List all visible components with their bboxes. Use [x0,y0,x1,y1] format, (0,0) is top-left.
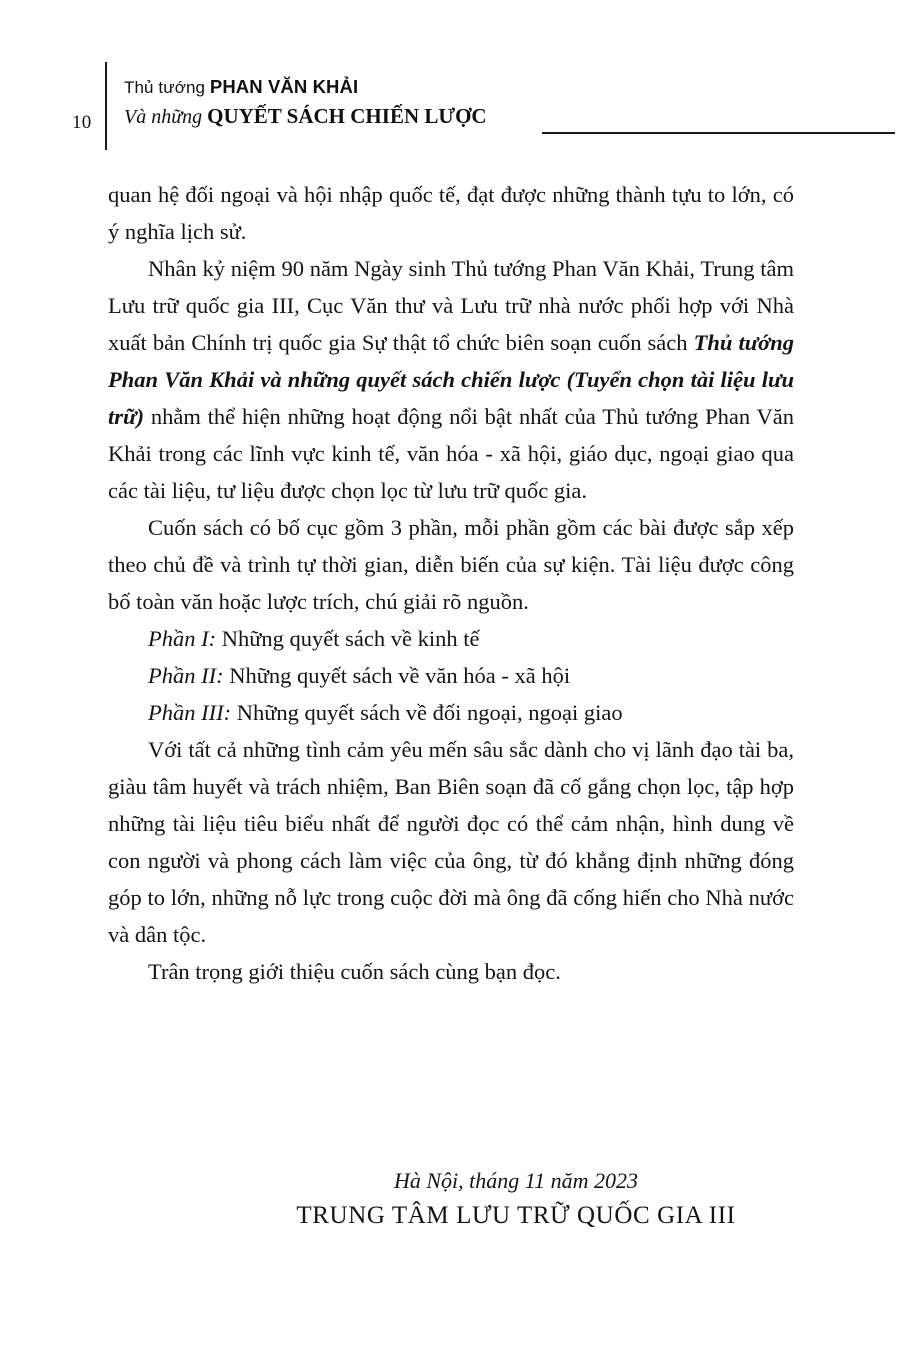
header-title-block [124,76,664,129]
part-line-3 [108,694,794,731]
part-line-1 [108,620,794,657]
part-2-text: Những quyết sách về văn hóa - xã hội [223,663,571,688]
part-3-text: Những quyết sách về đối ngoại, ngoại giao [231,700,623,725]
paragraph-2 [108,250,794,509]
body-text [108,176,794,990]
part-1-label: Phần I: [148,626,217,651]
header-title-line-2-main: QUYẾT SÁCH CHIẾN LƯỢC [207,104,487,128]
header-title-line-1-prefix: Thủ tướng [124,78,210,97]
paragraph-5: Trân trọng giới thiệu cuốn sách cùng bạn đọc. [148,959,561,984]
part-3-label: Phần III: [148,700,232,725]
page-number: 10 [72,112,92,133]
header-vertical-rule [105,62,107,150]
book-title: Thủ tướng Phan Văn Khải và những quyết sách chiến lược (Tuyển chọn tài liệu lưu trữ) [108,330,795,429]
signature-block [108,1168,794,1230]
paragraph-2-part-1: Nhân kỷ niệm 90 năm Ngày sinh Thủ tướng Phan Văn Khải, Trung tâm Lưu trữ quốc gia III, Cục Văn thư và Lưu trữ nhà nước phối hợp với Nhà xuất bản Chính trị quốc gia Sự thật tổ chức biên soạn cuốn sách [108,256,794,355]
signature-organization: TRUNG TÂM LƯU TRỮ QUỐC GIA III [296,1202,736,1229]
signature-date: Hà Nội, tháng 11 năm 2023 [393,1168,639,1193]
header-title-line-1-main: PHAN VĂN KHẢI [209,76,359,97]
page-header [72,62,832,152]
paragraph-4: Với tất cả những tình cảm yêu mến sâu sắc dành cho vị lãnh đạo tài ba, giàu tâm huyết và trách nhiệm, Ban Biên soạn đã cố gắng chọn lọc, tập hợp những tài liệu tiêu biểu nhất để người đọc có thể cảm nhận, hình dung về con người và phong cách làm việc của ông, từ đó khẳng định những đóng góp to lớn, những nỗ lực trong cuộc đời mà ông đã cống hiến cho Nhà nước và dân tộc. [108,737,794,947]
header-title-line-2-prefix: Và những [124,106,208,128]
paragraph-3: Cuốn sách có bố cục gồm 3 phần, mỗi phần gồm các bài được sắp xếp theo chủ đề và trình tự thời gian, diễn biến của sự kiện. Tài liệu được công bố toàn văn hoặc lược trích, chú giải rõ nguồn. [108,515,794,614]
paragraph-1: quan hệ đối ngoại và hội nhập quốc tế, đạt được những thành tựu to lớn, có ý nghĩa lịch sử. [108,182,794,244]
header-horizontal-rule [542,132,895,134]
paragraph-2-part-2: nhằm thể hiện những hoạt động nổi bật nhất của Thủ tướng Phan Văn Khải trong các lĩnh vực kinh tế, văn hóa - xã hội, giáo dục, ngoại giao qua các tài liệu, tư liệu được chọn lọc từ lưu trữ quốc gia. [108,404,794,503]
header-title-line-2 [124,104,664,129]
header-title-line-1 [124,76,664,98]
part-line-2 [108,657,794,694]
part-2-label: Phần II: [148,663,224,688]
part-1-text: Những quyết sách về kinh tế [216,626,480,651]
